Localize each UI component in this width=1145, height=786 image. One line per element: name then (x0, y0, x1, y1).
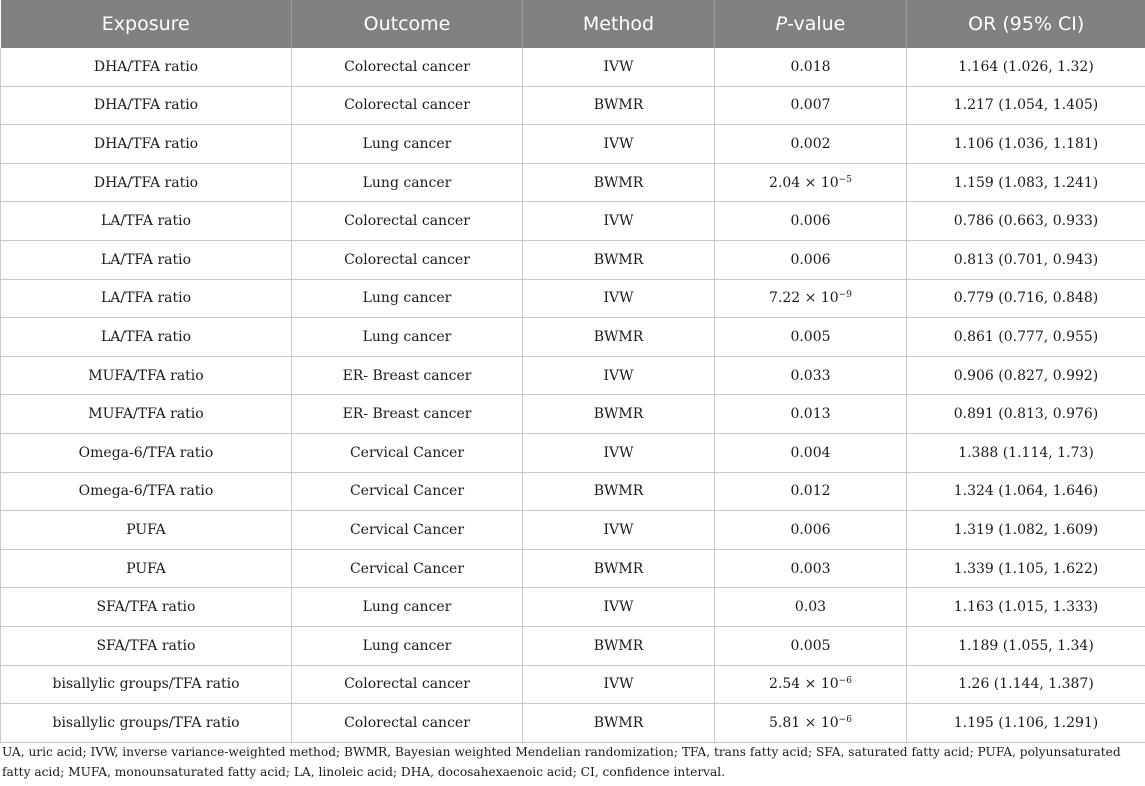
cell-method: IVW (523, 511, 715, 550)
cell-method: BWMR (523, 549, 715, 588)
cell-exposure: Omega-6/TFA ratio (1, 433, 292, 472)
cell-or: 1.164 (1.026, 1.32) (907, 48, 1145, 86)
cell-method: BWMR (523, 395, 715, 434)
table-row (1, 395, 1145, 434)
cell-exposure: DHA/TFA ratio (1, 86, 292, 125)
cell-pvalue (715, 202, 907, 241)
cell-or: 1.388 (1.114, 1.73) (907, 433, 1145, 472)
cell-or: 1.159 (1.083, 1.241) (907, 163, 1145, 202)
pvalue-base: 0.007 (790, 97, 831, 114)
pvalue-exponent: −9 (838, 290, 852, 301)
pvalue-exponent: −5 (838, 174, 852, 185)
cell-outcome: ER- Breast cancer (292, 395, 523, 434)
pvalue-base: 0.006 (790, 213, 831, 230)
cell-pvalue (715, 48, 907, 86)
table-row (1, 704, 1145, 743)
header-pvalue-rest: -value (787, 13, 846, 35)
pvalue-base: 0.006 (790, 521, 831, 538)
pvalue-base: 2.54 × 10 (769, 676, 839, 693)
cell-exposure: DHA/TFA ratio (1, 163, 292, 202)
cell-pvalue (715, 86, 907, 125)
table-row (1, 665, 1145, 704)
cell-or: 1.189 (1.055, 1.34) (907, 626, 1145, 665)
pvalue-base: 0.003 (790, 560, 831, 577)
pvalue-base: 0.018 (790, 58, 831, 75)
table-row (1, 202, 1145, 241)
cell-outcome: Colorectal cancer (292, 202, 523, 241)
cell-pvalue (715, 588, 907, 627)
cell-or: 1.319 (1.082, 1.609) (907, 511, 1145, 550)
table-row (1, 86, 1145, 125)
pvalue-base: 0.013 (790, 406, 831, 423)
pvalue-base: 0.006 (790, 251, 831, 268)
cell-exposure: SFA/TFA ratio (1, 626, 292, 665)
cell-outcome: Colorectal cancer (292, 704, 523, 743)
table-row (1, 549, 1145, 588)
table-row (1, 163, 1145, 202)
table-row (1, 433, 1145, 472)
table-row (1, 48, 1145, 86)
header-pvalue (715, 0, 907, 48)
cell-method: IVW (523, 202, 715, 241)
table-row (1, 125, 1145, 164)
cell-exposure: SFA/TFA ratio (1, 588, 292, 627)
cell-pvalue (715, 626, 907, 665)
cell-method: BWMR (523, 318, 715, 357)
cell-exposure: PUFA (1, 549, 292, 588)
cell-outcome: Colorectal cancer (292, 48, 523, 86)
cell-outcome: Cervical Cancer (292, 472, 523, 511)
cell-exposure: DHA/TFA ratio (1, 125, 292, 164)
cell-pvalue (715, 665, 907, 704)
cell-outcome: Lung cancer (292, 318, 523, 357)
cell-outcome: Cervical Cancer (292, 549, 523, 588)
cell-or: 0.786 (0.663, 0.933) (907, 202, 1145, 241)
table-row (1, 318, 1145, 357)
table-row (1, 240, 1145, 279)
cell-method: BWMR (523, 704, 715, 743)
cell-method: BWMR (523, 86, 715, 125)
header-exposure: Exposure (1, 0, 292, 48)
cell-outcome: Cervical Cancer (292, 433, 523, 472)
pvalue-base: 0.033 (790, 367, 831, 384)
cell-method: BWMR (523, 240, 715, 279)
pvalue-base: 0.03 (794, 599, 827, 616)
cell-method: IVW (523, 665, 715, 704)
cell-method: BWMR (523, 626, 715, 665)
cell-method: BWMR (523, 472, 715, 511)
table-footnote: UA, uric acid; IVW, inverse variance-weighted method; BWMR, Bayesian weighted Mendelian randomization; TFA, trans fatty acid; SFA, saturated fatty acid; PUFA, polyunsaturated fatty acid; MUFA, monounsaturated fatty acid; LA, linoleic acid; DHA, docosahexaenoic acid; CI, confidence interval. (2, 745, 1121, 779)
cell-or: 0.891 (0.813, 0.976) (907, 395, 1145, 434)
pvalue-base: 0.004 (790, 444, 831, 461)
cell-or: 0.861 (0.777, 0.955) (907, 318, 1145, 357)
cell-pvalue (715, 240, 907, 279)
cell-outcome: Cervical Cancer (292, 511, 523, 550)
cell-exposure: DHA/TFA ratio (1, 48, 292, 86)
cell-or: 1.106 (1.036, 1.181) (907, 125, 1145, 164)
cell-outcome: Lung cancer (292, 626, 523, 665)
pvalue-base: 0.005 (790, 328, 831, 345)
table-body (1, 48, 1145, 742)
cell-pvalue (715, 163, 907, 202)
cell-exposure: MUFA/TFA ratio (1, 356, 292, 395)
table-row (1, 356, 1145, 395)
cell-or: 0.906 (0.827, 0.992) (907, 356, 1145, 395)
cell-exposure: LA/TFA ratio (1, 279, 292, 318)
cell-method: IVW (523, 588, 715, 627)
cell-exposure: LA/TFA ratio (1, 318, 292, 357)
cell-pvalue (715, 549, 907, 588)
cell-or: 0.779 (0.716, 0.848) (907, 279, 1145, 318)
cell-pvalue (715, 356, 907, 395)
pvalue-exponent: −6 (838, 676, 852, 687)
table-row (1, 588, 1145, 627)
cell-pvalue (715, 318, 907, 357)
cell-exposure: LA/TFA ratio (1, 202, 292, 241)
pvalue-base: 0.012 (790, 483, 831, 500)
pvalue-base: 2.04 × 10 (769, 174, 839, 191)
cell-outcome: Lung cancer (292, 588, 523, 627)
cell-pvalue (715, 704, 907, 743)
cell-exposure: Omega-6/TFA ratio (1, 472, 292, 511)
cell-outcome: Lung cancer (292, 125, 523, 164)
cell-method: IVW (523, 356, 715, 395)
table-row (1, 472, 1145, 511)
cell-outcome: Lung cancer (292, 279, 523, 318)
pvalue-exponent: −6 (838, 714, 852, 725)
cell-pvalue (715, 511, 907, 550)
pvalue-base: 5.81 × 10 (769, 714, 839, 731)
cell-method: IVW (523, 125, 715, 164)
cell-pvalue (715, 395, 907, 434)
cell-outcome: Lung cancer (292, 163, 523, 202)
header-outcome: Outcome (292, 0, 523, 48)
cell-exposure: bisallylic groups/TFA ratio (1, 665, 292, 704)
cell-method: IVW (523, 433, 715, 472)
cell-or: 1.324 (1.064, 1.646) (907, 472, 1145, 511)
cell-or: 1.339 (1.105, 1.622) (907, 549, 1145, 588)
cell-pvalue (715, 125, 907, 164)
cell-pvalue (715, 472, 907, 511)
table-row (1, 279, 1145, 318)
cell-exposure: bisallylic groups/TFA ratio (1, 704, 292, 743)
cell-outcome: Colorectal cancer (292, 665, 523, 704)
cell-method: IVW (523, 279, 715, 318)
header-pvalue-italic: P (775, 13, 788, 35)
cell-outcome: Colorectal cancer (292, 86, 523, 125)
cell-or: 1.195 (1.106, 1.291) (907, 704, 1145, 743)
cell-exposure: LA/TFA ratio (1, 240, 292, 279)
header-row (1, 0, 1145, 48)
cell-or: 1.26 (1.144, 1.387) (907, 665, 1145, 704)
cell-or: 0.813 (0.701, 0.943) (907, 240, 1145, 279)
cell-pvalue (715, 433, 907, 472)
cell-or: 1.217 (1.054, 1.405) (907, 86, 1145, 125)
cell-exposure: PUFA (1, 511, 292, 550)
table-row (1, 626, 1145, 665)
pvalue-base: 7.22 × 10 (769, 290, 839, 307)
cell-or: 1.163 (1.015, 1.333) (907, 588, 1145, 627)
header-method: Method (523, 0, 715, 48)
cell-method: BWMR (523, 163, 715, 202)
cell-method: IVW (523, 48, 715, 86)
cell-outcome: Colorectal cancer (292, 240, 523, 279)
cell-outcome: ER- Breast cancer (292, 356, 523, 395)
table-header (1, 0, 1145, 48)
table-row (1, 511, 1145, 550)
pvalue-base: 0.002 (790, 135, 831, 152)
cell-exposure: MUFA/TFA ratio (1, 395, 292, 434)
cell-pvalue (715, 279, 907, 318)
header-or: OR (95% CI) (907, 0, 1145, 48)
pvalue-base: 0.005 (790, 637, 831, 654)
